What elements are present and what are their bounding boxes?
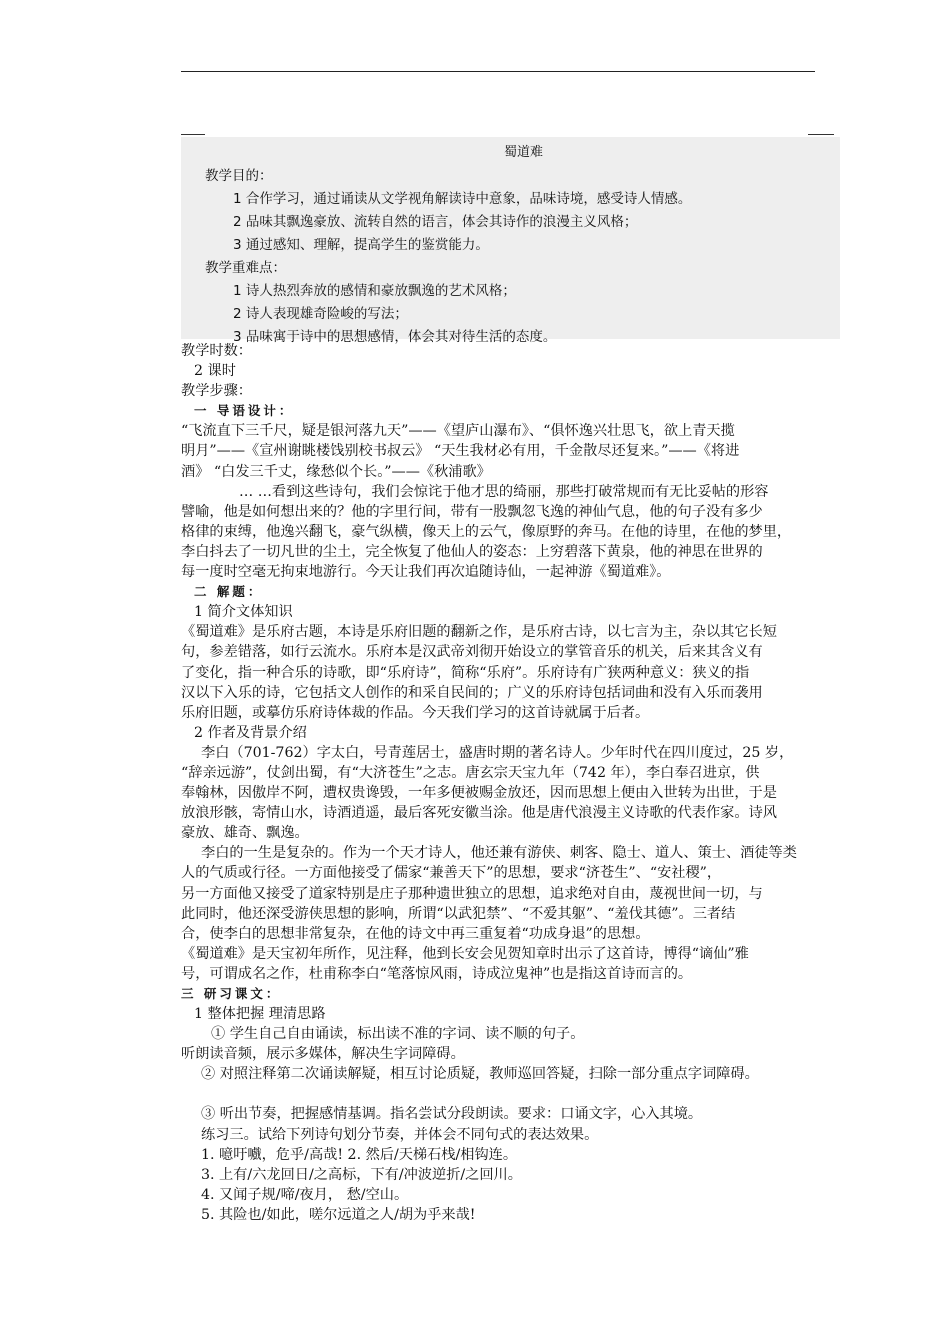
text-line: 放浪形骸，寄情山水，诗酒逍遥，最后客死安徽当涂。他是唐代浪漫主义诗歌的代表作家。诗风 (181, 805, 777, 822)
text-line: 乐府旧题，或摹仿乐府诗体裁的作品。今天我们学习的这首诗就属于后者。 (181, 704, 650, 721)
step-item: ② 对照注释第二次诵读解疑，相互讨论质疑，教师巡回答疑，扫除一部分重点字词障碍。 (201, 1066, 759, 1083)
text-line: 句，参差错落，如行云流水。乐府本是汉武帝刘彻开始设立的掌管音乐的机关，后来其含义有 (181, 644, 763, 661)
text-line: 另一方面他又接受了道家特别是庄子那种遗世独立的思想，追求绝对自由，蔑视世间一切，与 (181, 885, 763, 902)
text-line: 李白（701-762）字太白，号青莲居士，盛唐时期的著名诗人。少年时代在四川度过，25 岁， (201, 744, 794, 761)
lesson-content (181, 341, 857, 1225)
subsection-heading: 2 作者及背景介绍 (194, 724, 307, 741)
text-line: 奉翰林，因傲岸不阿，遭权贵谗毁，一年多便被赐金放还，因而思想上便由入世转为出世，于是 (181, 785, 777, 802)
text-line: “飞流直下三千尺，疑是银河落九天”——《望庐山瀑布》、“俱怀逸兴壮思飞，欲上青天揽 (181, 423, 735, 440)
objective-item: 2 品味其飘逸豪放、流转自然的语言，体会其诗作的浪漫主义风格； (233, 214, 638, 230)
page-title: 蜀道难 (504, 145, 544, 160)
hours-heading: 教学时数： (181, 343, 252, 359)
header-rule (181, 71, 815, 72)
text-line: 李白的一生是复杂的。作为一个天才诗人，他还兼有游侠、刺客、隐士、道人、策士、酒徒等类 (201, 845, 797, 862)
text-line: 号，可谓成名之作，杜甫称李白“笔落惊风雨，诗成泣鬼神”也是指这首诗而言的。 (181, 965, 693, 982)
corner-mark-left (181, 134, 205, 135)
step-item: ① 学生自己自由诵读，标出读不准的字词、读不顺的句子。 (211, 1026, 585, 1043)
text-line: 人的气质或行径。一方面他接受了儒家“兼善天下”的思想，要求“济苍生”、“安社稷”， (181, 865, 722, 882)
text-line: 格律的束缚，他逸兴翻飞，豪气纵横，像天上的云气，像原野的奔马。在他的诗里，在他的梦里， (181, 523, 792, 540)
text-line: 酒》 “白发三千丈，缘愁似个长。”——《秋浦歌》 (181, 463, 491, 480)
text-line: 此同时，他还深受游侠思想的影响，所谓“以武犯禁”、“不爱其躯”、“羞伐其德”。三者结 (181, 905, 736, 922)
hours-value: 2 课时 (194, 363, 236, 380)
subsection-heading: 1 整体把握 理清思路 (194, 1006, 326, 1023)
subsection-heading: 1 简介文体知识 (194, 604, 293, 621)
key-point-item: 3 品味寓于诗中的思想感情，体会其对待生活的态度。 (233, 329, 557, 345)
text-line: 《蜀道难》是乐府古题，本诗是乐府旧题的翻新之作，是乐府古诗，以七言为主，杂以其它长短 (181, 624, 777, 641)
text-line: 了变化，指一种合乐的诗歌，即“乐府诗”，简称“乐府”。乐府诗有广狭两种意义：狭义的指 (181, 664, 750, 681)
key-point-item: 1 诗人热烈奔放的感情和豪放飘逸的艺术风格； (233, 283, 516, 299)
objectives-heading: 教学目的： (205, 168, 273, 184)
text-line: 豪放、雄奇、飘逸。 (181, 825, 309, 842)
objectives-block (181, 137, 840, 345)
text-line: 每一度时空毫无拘束地游行。今天让我们再次追随诗仙，一起神游《蜀道难》。 (181, 564, 671, 581)
key-points-heading: 教学重难点： (205, 260, 286, 276)
blank-line (181, 1084, 857, 1104)
text-line: 譬喻，他是如何想出来的？他的字里行间，带有一股飘忽飞逸的神仙气息，他的句子没有多少 (181, 503, 763, 520)
exercise-line: 1. 噫吁嚱，危乎/高哉! 2. 然后/天梯石栈/相钩连。 (201, 1146, 518, 1163)
text-line: 明月”——《宣州谢眺楼饯别校书叔云》 “天生我材必有用，千金散尽还复来。”——《将进 (181, 443, 740, 460)
text-line: 李白抖去了一切凡世的尘土，完全恢复了他仙人的姿态：上穷碧落下黄泉，他的神思在世界的 (181, 543, 763, 560)
exercise-line: 3. 上有/六龙回日/之高标，下有/冲波逆折/之回川。 (201, 1166, 522, 1183)
section-heading-intro: 一 导语设计： (194, 403, 295, 419)
step-item: 听朗读音频，展示多媒体，解决生字词障碍。 (181, 1046, 465, 1063)
exercise-line: 5. 其险也/如此，嗟尔远道之人/胡为乎来哉! (201, 1206, 476, 1223)
objective-item: 1 合作学习，通过诵读从文学视角解读诗中意象，品味诗境，感受诗人情感。 (233, 191, 692, 207)
objective-item: 3 通过感知、理解，提高学生的鉴赏能力。 (233, 237, 489, 253)
exercise-instruction: 练习三。试给下列诗句划分节奏，并体会不同句式的表达效果。 (201, 1126, 599, 1143)
text-line: … …看到这些诗句，我们会惊诧于他才思的绮丽，那些打破常规而有无比妥帖的形容 (239, 483, 769, 500)
text-line: 汉以下入乐的诗，它包括文人创作的和采自民间的；广义的乐府诗包括词曲和没有入乐而袭用 (181, 684, 763, 701)
section-heading-title: 二 解题： (194, 584, 264, 600)
text-line: 合，使李白的思想非常复杂，在他的诗文中再三重复着“功成身退”的思想。 (181, 925, 650, 942)
corner-mark-right (808, 134, 834, 135)
steps-heading: 教学步骤： (181, 383, 252, 400)
section-heading-study: 三 研习课文： (181, 986, 282, 1001)
exercise-line: 4. 又闻子规/啼/夜月， 愁/空山。 (201, 1186, 409, 1203)
text-line: 《蜀道难》是天宝初年所作，见注释，他到长安会见贺知章时出示了这首诗，博得“谪仙”雅 (181, 945, 749, 962)
text-line: “辞亲远游”，仗剑出蜀，有“大济苍生”之志。唐玄宗天宝九年（742 年），李白奉召进京，供 (181, 764, 760, 781)
key-point-item: 2 诗人表现雄奇险峻的写法； (233, 306, 408, 322)
step-item: ③ 听出节奏，把握感情基调。指名尝试分段朗读。要求：口诵文字，心入其境。 (201, 1106, 703, 1123)
